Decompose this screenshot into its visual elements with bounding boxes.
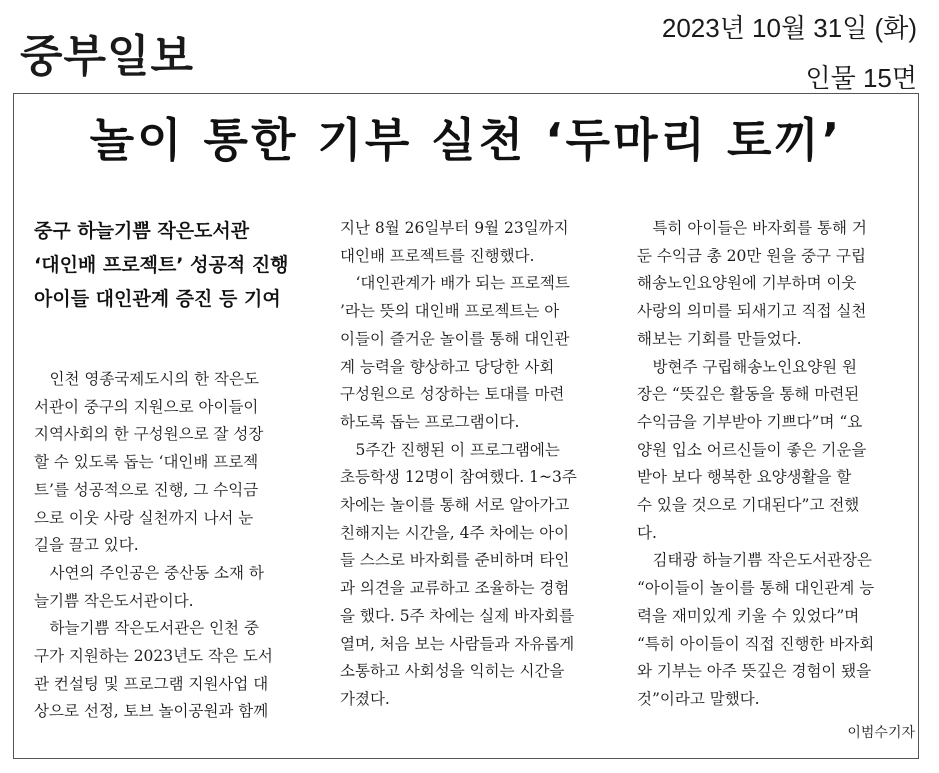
text-line: 트’를 성공적으로 진행, 그 수익금 [34, 480, 259, 499]
text-line: 해보는 기회를 만들었다. [637, 329, 802, 348]
text-line: 둔 수익금 총 20만 원을 중구 구립 [637, 246, 866, 265]
text-line: 을 했다. 5주 차에는 실제 바자회를 [340, 606, 575, 625]
text-line: 가졌다. [340, 689, 390, 708]
text-line: 열며, 처음 보는 사람들과 자유롭게 [340, 634, 575, 653]
publication-date: 2023년 10월 31일 (화) [661, 13, 917, 43]
text-line: 할 수 있도록 돕는 ‘대인배 프로젝 [34, 453, 259, 472]
text-line: 장은 “뜻깊은 활동을 통해 마련된 [637, 385, 860, 404]
text-line: 으로 이웃 사랑 실천까지 나서 눈 [34, 508, 254, 527]
text-line: 관 컨설팅 및 프로그램 지원사업 대 [34, 674, 269, 693]
text-line: 서관이 중구의 지원으로 아이들이 [34, 397, 259, 416]
text-line: “아이들이 놀이를 통해 대인관계 능 [637, 579, 875, 598]
text-line: 력을 재미있게 키울 수 있었다”며 [637, 606, 860, 625]
text-line: 수 있을 것으로 기대된다”고 전했 [637, 496, 860, 515]
text-line: 들 스스로 바자회를 준비하며 타인 [340, 551, 570, 570]
text-line: 차에는 놀이를 통해 서로 알아가고 [340, 496, 570, 515]
text-line: 지역사회의 한 구성원으로 잘 성장 [34, 425, 264, 444]
text-line: 5주간 진행된 이 프로그램에는 [340, 440, 560, 459]
text-line: 상으로 선정, 토브 놀이공원과 함께 [34, 702, 269, 721]
text-line: 소통하고 사회성을 익히는 시간을 [340, 662, 565, 681]
article-column-3 [637, 215, 909, 714]
text-line: 지난 8월 26일부터 9월 23일까지 [340, 219, 569, 237]
text-line: 받아 보다 행복한 요양생활을 할 [637, 468, 852, 487]
text-line: 구가 지원하는 2023년도 작은 도서 [34, 647, 273, 666]
text-line: 이들이 즐거운 놀이를 통해 대인관 [340, 329, 570, 348]
text-line: 방현주 구립해송노인요양원 원 [637, 357, 858, 376]
text-line: “특히 아이들이 직접 진행한 바자회 [637, 634, 875, 653]
text-line: 것”이라고 말했다. [637, 689, 760, 708]
text-line: 하늘기쁨 작은도서관은 인천 중 [34, 619, 259, 638]
text-line: 하도록 돕는 프로그램이다. [340, 412, 520, 431]
text-line: 늘기쁨 작은도서관이다. [34, 591, 194, 610]
text-line: 특히 아이들은 바자회를 통해 거 [637, 219, 867, 237]
article-subheadline [34, 214, 324, 316]
text-line: 인천 영종국제도시의 한 작은도 [34, 370, 259, 388]
article-column-1 [34, 366, 306, 726]
text-line: 친해지는 시간을, 4주 차에는 아이 [340, 523, 570, 542]
article-column-2 [340, 215, 612, 714]
text-line: 와 기부는 아주 뜻깊은 경험이 됐을 [637, 662, 872, 681]
newspaper-masthead: 중부일보 [20, 31, 195, 82]
text-line: 길을 끌고 있다. [34, 536, 139, 555]
text-line: 구성원으로 성장하는 토대를 마련 [340, 385, 565, 404]
text-line: 초등학생 12명이 참여했다. 1~3주 [340, 468, 577, 487]
text-line: ’라는 뜻의 대인배 프로젝트는 아 [340, 302, 560, 321]
text-line: 다. [637, 523, 657, 542]
article-headline: 놀이 통한 기부 실천 ‘두마리 토끼’ [89, 113, 843, 167]
text-line: 수익금을 기부받아 기쁘다”며 “요 [637, 412, 863, 431]
text-line: 사랑의 의미를 되새기고 직접 실천 [637, 302, 867, 321]
section-page: 인물 15면 [805, 63, 917, 93]
text-line: 김태광 하늘기쁨 작은도서관장은 [637, 551, 872, 570]
subhead-line: 아이들 대인관계 증진 등 기여 [34, 288, 281, 310]
text-line: 계 능력을 향상하고 당당한 사회 [340, 357, 555, 376]
text-line: 해송노인요양원에 기부하며 이웃 [637, 274, 857, 293]
text-line: 과 의견을 교류하고 조율하는 경험 [340, 579, 570, 598]
text-line: 사연의 주인공은 중산동 소재 하 [34, 563, 264, 582]
text-line: 대인배 프로젝트를 진행했다. [340, 246, 535, 265]
subhead-line: ‘대인배 프로젝트’ 성공적 진행 [34, 254, 289, 276]
reporter-byline: 이범수기자 [847, 724, 915, 740]
subhead-line: 중구 하늘기쁨 작은도서관 [34, 220, 250, 242]
text-line: 양원 입소 어르신들이 좋은 기운을 [637, 440, 867, 459]
text-line: ‘대인관계가 배가 되는 프로젝트 [340, 274, 570, 293]
